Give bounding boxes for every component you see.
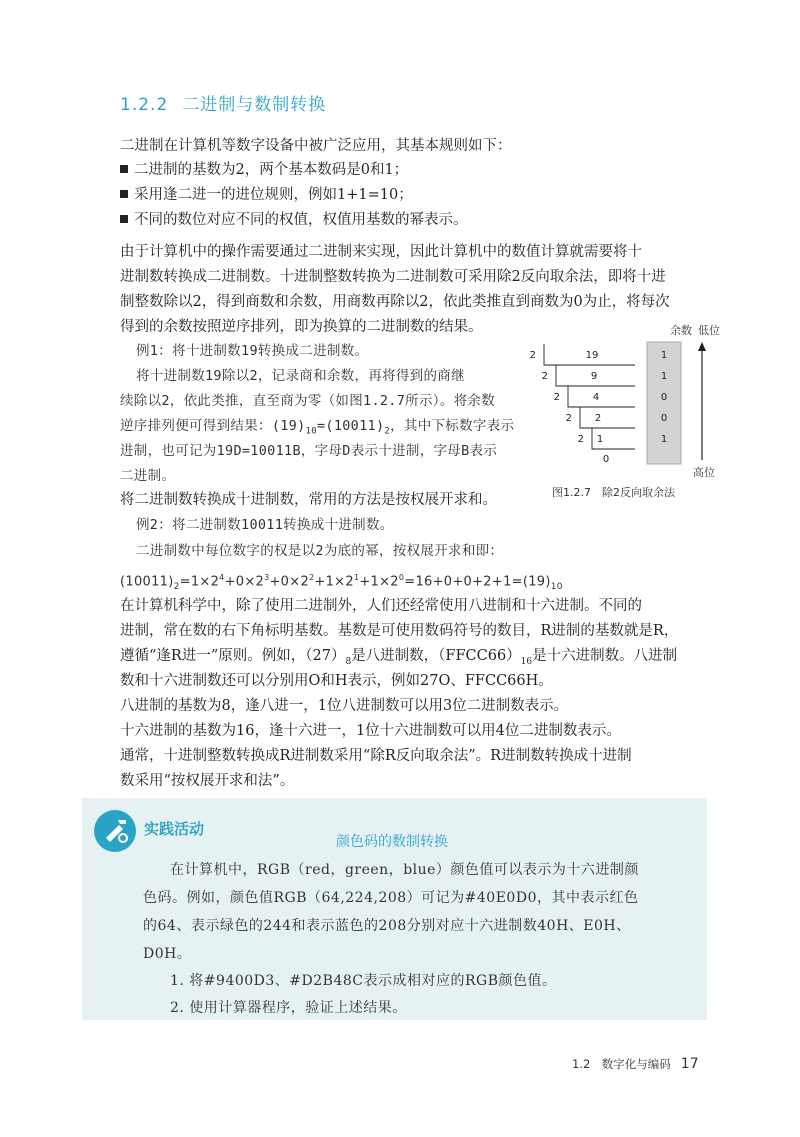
low-bit-label: 低位: [698, 324, 720, 337]
division-figure: [520, 320, 720, 485]
division-bracket: [580, 407, 635, 428]
activity-line: 的64、表示绿色的244和表示蓝色的208分别对应十六进制数40H、E0H、: [143, 918, 631, 934]
quotient-value: 19: [585, 350, 599, 361]
activity-tools-icon: [92, 808, 138, 854]
divisor-label: 2: [529, 350, 536, 361]
activity-line: 在计算机中，RGB（red，green，blue）颜色值可以表示为十六进制颜: [170, 862, 639, 878]
activity-task: 2. 使用计算器程序，验证上述结果。: [170, 1000, 407, 1016]
remainder-value: 0: [660, 392, 668, 403]
divisor-label: 2: [541, 371, 548, 382]
example1-line: 逆序排列便可得到结果：$(19)_{10}=(10011)_2$，其中下标数字表示: [120, 418, 515, 437]
section-number: 1.2.2: [120, 95, 169, 115]
quotient-value: 9: [590, 371, 598, 382]
footer-chapter: 1.2 数字化与编码: [572, 1057, 671, 1071]
high-bit-label: 高位: [693, 466, 715, 479]
para3-line: 进制，常在数的右下角标明基数。基数是可使用数码符号的数目，R进制的基数就是R，: [120, 623, 679, 639]
remainder-value: 1: [660, 434, 668, 445]
activity-line: D0H。: [143, 946, 192, 962]
example1-title: 例1：将十进制数19转换成二进制数。: [136, 343, 369, 359]
bullet-square-icon: [120, 165, 128, 173]
bullet-square-icon: [120, 215, 128, 223]
para1-line: 进制数转换成二进制数。十进制整数转换为二进制数可采用除2反向取余法，即将十进: [120, 269, 666, 285]
example2-line: 二进制数中每位数字的权是以2为底的幂，按权展开求和即：: [136, 543, 504, 559]
bullet-item: 二进制的基数为2，两个基本数码是0和1；: [120, 158, 408, 182]
remainder-value: 1: [660, 371, 668, 382]
remainder-value: 0: [660, 413, 668, 424]
bullet-square-icon: [120, 190, 128, 198]
remainder-column-label: 余数: [670, 324, 692, 337]
para2: 将二进制数转换成十进制数，常用的方法是按权展开求和。: [120, 492, 497, 508]
para1-line: 得到的余数按照逆序排列，即为换算的二进制数的结果。: [120, 319, 483, 335]
quotient-value: 4: [592, 392, 600, 403]
para6-line: 通常，十进制整数转换成R进制数采用“除R反向取余法”。R进制数转换成十进制: [120, 748, 632, 764]
division-steps: [530, 344, 668, 465]
divisor-label: 2: [577, 434, 584, 445]
section-title: 二进制与数制转换: [182, 95, 327, 115]
example1-line: 进制，也可记为19D=10011B，字母D表示十进制，字母B表示: [120, 443, 498, 459]
remainder-value: 1: [660, 350, 668, 361]
final-quotient: 0: [602, 454, 610, 465]
example1-line: 续除以2，依此类推，直至商为零（如图1.2.7所示）。将余数: [120, 393, 496, 409]
example1-line: 将十进制数19除以2，记录商和余数，再将得到的商继: [136, 368, 465, 384]
divisor-label: 2: [565, 413, 572, 424]
activity-title: 颜色码的数制转换: [336, 834, 448, 850]
example2-formula: $(10011)_2=1\times 2^4+0\times 2^3+0\times 2^2+1\times 2^1+1\times 2^0=16+0+0+2+1=(19)_{10}$: [120, 573, 563, 592]
page-footer: [572, 1056, 699, 1072]
para3-line: 数和十六进制数还可以分别用O和H表示，例如27O、FFCC66H。: [120, 673, 553, 689]
para6-line: 数采用“按权展开求和法”。: [120, 773, 295, 789]
intro-paragraph: 二进制在计算机等数字设备中被广泛应用，其基本规则如下：: [120, 138, 512, 154]
para3-line: 在计算机科学中，除了使用二进制外，人们还经常使用八进制和十六进制。不同的: [120, 598, 642, 614]
para5: 十六进制的基数为16，逢十六进一，1位十六进制数可以用4位二进制数表示。: [120, 723, 621, 739]
quotient-value: 1: [596, 434, 604, 445]
section-heading: [120, 90, 326, 115]
para1-line: 制整数除以2，得到商数和余数，用商数再除以2，依此类推直到商数为0为止，将每次: [120, 294, 670, 310]
divisor-label: 2: [553, 392, 560, 403]
para4: 八进制的基数为8，逢八进一，1位八进制数可以用3位二进制数表示。: [120, 698, 569, 714]
activity-line: 色码。例如，颜色值RGB（64,224,208）可记为#40E0D0，其中表示红色: [143, 890, 639, 906]
activity-label: 实践活动: [144, 820, 205, 838]
division-bracket: [568, 386, 635, 407]
example2-title: 例2：将二进制数10011转换成十进制数。: [136, 517, 394, 533]
figure-caption: 图1.2.7 除2反向取余法: [552, 486, 675, 499]
bullet-item: 采用逢二进一的进位规则，例如1+1=10；: [120, 183, 413, 207]
example1-result: $(19)_{10}=(10011)_2$: [271, 418, 391, 437]
para1-line: 由于计算机中的操作需要通过二进制来实现，因此计算机中的数值计算就需要将十: [120, 244, 642, 260]
arrow-head-icon: [698, 342, 706, 351]
activity-task: 1. 将#9400D3、#D2B48C表示成相对应的RGB颜色值。: [170, 973, 557, 989]
bullet-item: 不同的数位对应不同的权值，权值用基数的幂表示。: [120, 208, 468, 232]
para3-line: 遵循“逢R进一”原则。例如，$(27)_8$是八进制数，$(FFCC66)_{16}$是十六进制数。八进制: [120, 648, 678, 667]
quotient-value: 2: [594, 413, 602, 424]
example1-line: 二进制。: [120, 468, 176, 484]
page-number: 17: [680, 1056, 699, 1072]
